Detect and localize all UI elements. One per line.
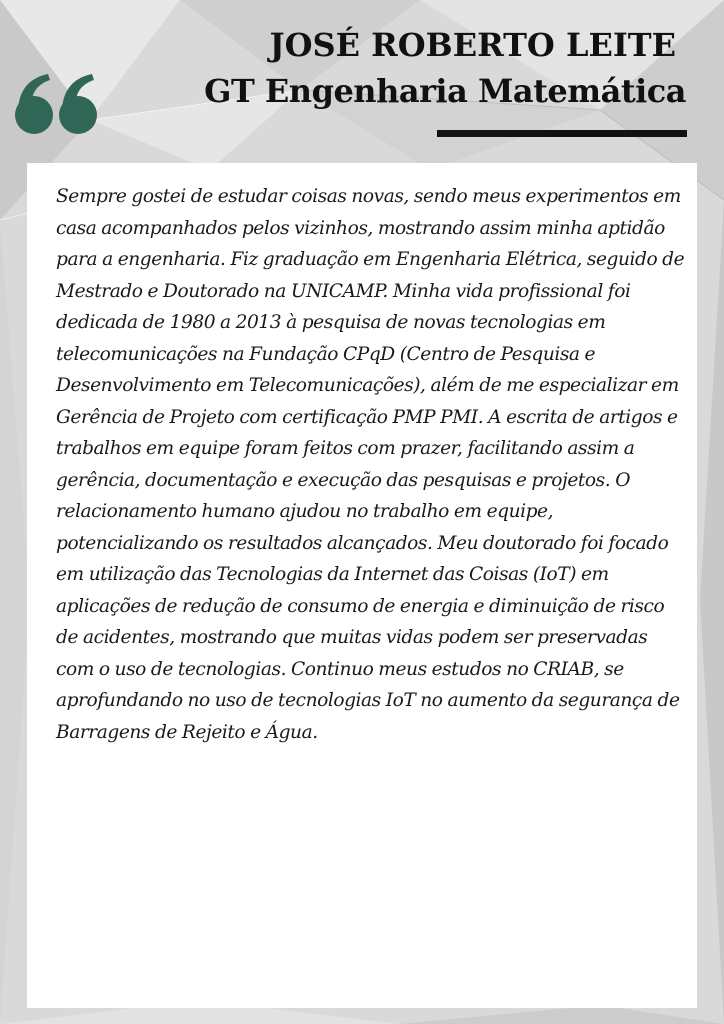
header-underline-divider	[437, 130, 687, 137]
bio-card	[27, 163, 697, 1008]
group-title: GT Engenharia Matemática	[204, 72, 686, 110]
person-name: JOSÉ ROBERTO LEITE	[269, 26, 676, 64]
quote-icon	[12, 70, 102, 140]
header	[204, 22, 686, 114]
bio-text: Sempre gostei de estudar coisas novas, sendo meus experimentos em casa acompanhados pelos vizinhos, mostrando assim minha aptidão para a engenharia. Fiz graduação em Engenharia Elétrica, seguido de Mestrado e Doutorado na UNICAMP. Minha vida profissional foi dedicada de 1980 a 2013 à pesquisa de novas tecnologias em telecomunicações na Fundação CPqD (Centro de Pesquisa e Desenvolvimento em Telecomunicações), além de me especializar em Gerência de Projeto com certificação PMP PMI. A escrita de artigos e trabalhos em equipe foram feitos com prazer, facilitando assim a gerência, documentação e execução das pesquisas e projetos. O relacionamento humano ajudou no trabalho em equipe, potencializando os resultados alcançados. Meu doutorado foi focado em utilização das Tecnologias da Internet das Coisas (IoT) em aplicações de redução de consumo de energia e diminuição de risco de acidentes, mostrando que muitas vidas podem ser preservadas com o uso de tecnologias. Continuo meus estudos no CRIAB, se aprofundando no uso de tecnologias IoT no aumento da segurança de Barragens de Rejeito e Água.	[56, 186, 685, 743]
